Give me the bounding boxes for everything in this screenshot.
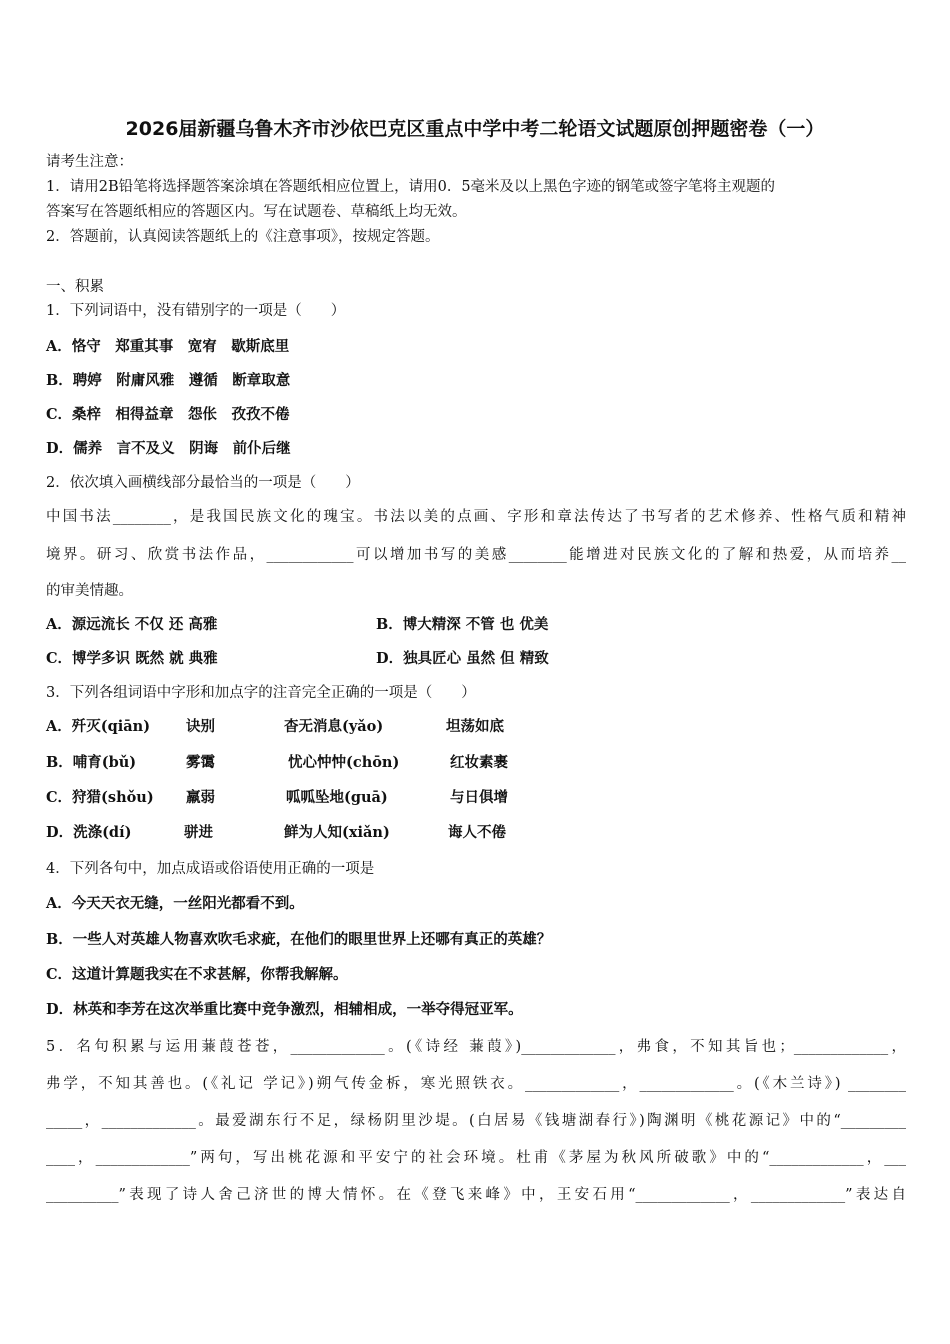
page-title: 2026届新疆乌鲁木齐市沙依巴克区重点中学中考二轮语文试题原创押题密卷（一）: [125, 118, 825, 140]
q3-a-word3: 杳无消息(yǎo): [284, 718, 384, 735]
q5-line-5: __________”表现了诗人舍己济世的博大情怀。在《登飞来峰》中，王安石用“_____________，_____________”表达自: [46, 1187, 906, 1203]
q2-passage-2: 境界。研习、欣赏书法作品，____________可以增加书写的美感________能增进对民族文化的了解和热爱，从而培养__: [46, 547, 906, 563]
q3-b-word3: 忧心忡忡(chōn): [288, 754, 400, 771]
q2-stem: 2．依次填入画横线部分最恰当的一项是（ ）: [46, 475, 360, 491]
notice-line-2: 2．答题前，认真阅读答题纸上的《注意事项》，按规定答题。: [46, 229, 440, 245]
q1-option-b: B．聘婷 附庸风雅 遵循 断章取意: [46, 372, 291, 389]
q3-c-word4: 与日俱增: [450, 789, 508, 806]
q3-a-word4: 坦荡如底: [446, 718, 504, 735]
q3-c-word3: 呱呱坠地(guā): [286, 789, 388, 806]
q1-option-a: A．恪守 郑重其事 宽宥 歇斯底里: [46, 338, 290, 355]
q5-line-1: 5．名句积累与运用蒹葭苍苍，_____________。(《诗经 蒹葭》)_____________，弗食，不知其旨也；_____________，: [46, 1039, 906, 1055]
q1-option-c: C．桑梓 相得益章 怨伥 孜孜不倦: [46, 406, 290, 423]
q3-b-word4: 红妆素裹: [450, 754, 508, 771]
q3-c-word2: 羸弱: [186, 789, 215, 806]
q3-d-word4: 诲人不倦: [448, 824, 506, 841]
q3-stem: 3．下列各组词语中字形和加点字的注音完全正确的一项是（ ）: [46, 685, 476, 701]
notice-line-1b: 答案写在答题纸相应的答题区内。写在试题卷、草稿纸上均无效。: [46, 204, 467, 220]
q3-a-word2: 诀别: [186, 718, 215, 735]
notice-line-1a: 1．请用2B铅笔将选择题答案涂填在答题纸相应位置上，请用0．5毫米及以上黑色字迹的钢笔或签字笔将主观题的: [46, 179, 776, 195]
q3-d-word3: 鲜为人知(xiǎn): [284, 824, 390, 841]
q3-b-word1: B．哺育(bǔ): [46, 754, 137, 771]
q2-option-b: B．博大精深 不管 也 优美: [376, 616, 549, 633]
q5-line-3: _____，_____________。最爱湖东行不足，绿杨阴里沙堤。(白居易《钱塘湖春行》)陶渊明《桃花源记》中的“_________: [46, 1113, 906, 1129]
q3-b-word2: 雾霭: [186, 754, 215, 771]
q5-line-2: 弗学，不知其善也。(《礼记 学记》)朔气传金柝，寒光照铁衣。_____________，_____________。(《木兰诗》) ________: [46, 1076, 906, 1092]
q2-passage-1: 中国书法________，是我国民族文化的瑰宝。书法以美的点画、字形和章法传达了书写者的艺术修养、性格气质和精神: [46, 509, 906, 525]
q4-stem: 4．下列各句中，加点成语或俗语使用正确的一项是: [46, 861, 375, 877]
q4-option-b: B．一些人对英雄人物喜欢吹毛求疵，在他们的眼里世界上还哪有真正的英雄？: [46, 931, 552, 948]
q5-line-4: ____，_____________”两句，写出桃花源和平安宁的社会环境。杜甫《茅屋为秋风所破歌》中的“_____________，___: [46, 1150, 906, 1166]
q3-d-word1: D．洗涤(dí): [46, 824, 132, 841]
q2-option-c: C．博学多识 既然 就 典雅: [46, 650, 218, 667]
notice-heading: 请考生注意：: [46, 154, 133, 170]
q2-option-a: A．源远流长 不仅 还 高雅: [46, 616, 218, 633]
q3-a-word1: A．歼灭(qiān): [46, 718, 151, 735]
q4-option-d: D．林英和李芳在这次举重比赛中竞争激烈，相辅相成，一举夺得冠亚军。: [46, 1001, 523, 1018]
q3-c-word1: C．狩猎(shǒu): [46, 789, 154, 806]
q1-stem: 1．下列词语中，没有错别字的一项是（ ）: [46, 303, 346, 319]
q3-d-word2: 骈进: [184, 824, 213, 841]
q4-option-a: A．今天天衣无缝，一丝阳光都看不到。: [46, 895, 304, 912]
section-heading: 一、积累: [46, 279, 104, 295]
q1-option-d: D．儒养 言不及义 阴诲 前仆后继: [46, 440, 291, 457]
q4-option-c: C．这道计算题我实在不求甚解，你帮我解解。: [46, 966, 348, 983]
q2-option-d: D．独具匠心 虽然 但 精致: [376, 650, 549, 667]
q2-passage-3: 的审美情趣。: [46, 583, 133, 599]
